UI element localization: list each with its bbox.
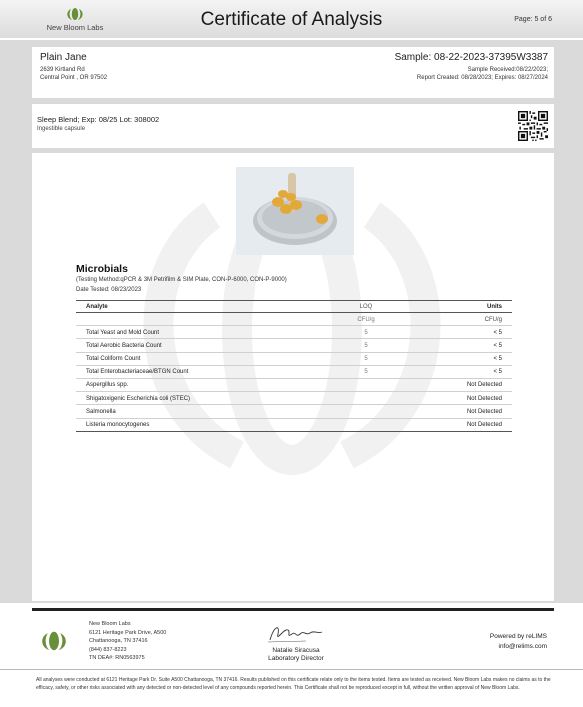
product-type: Ingestible capsule — [37, 126, 86, 132]
analyte-name: Aspergillus spp. — [86, 382, 129, 389]
qr-code-icon — [518, 111, 548, 141]
signer-name: Natalie Siracusa — [272, 647, 320, 654]
section-title: Microbials — [76, 263, 128, 275]
sample-id: Sample: 08-22-2023-37395W3387 — [394, 52, 548, 63]
microbials-table — [76, 300, 512, 432]
client-panel — [32, 47, 554, 98]
loq-unit: CFU/g — [357, 316, 375, 323]
powered-by: Powered by reLIMS — [489, 633, 547, 640]
column-header-units: Units — [487, 304, 502, 310]
report-created: Report Created: 08/28/2023; Expires: 08/27/2024 — [416, 75, 548, 81]
analyte-result: Not Detected — [466, 382, 502, 389]
disclaimer-text: All analyses were conducted at 6121 Heritage Park Dr. Suite A500 Chattanooga, TN 37416. Results published on this certificate relate only to the items tested. Items are tested as received. New Bloom Labs makes no claims as to the efficacy, safety, or other risks associated with any detected or non-detected level of any compounds reported herein. This Certificate shall not be reproduced except in full, without the written approval of New Bloom Labs. — [36, 677, 551, 691]
sample-received: Sample Received:08/22/2023; — [467, 67, 548, 73]
analyte-name: Shigatoxigenic Escherichia coli (STEC) — [86, 395, 191, 402]
sample-photo — [236, 167, 354, 255]
contact-email[interactable]: info@relims.com — [498, 643, 547, 650]
client-name: Plain Jane — [40, 52, 87, 63]
analyte-result: < 5 — [493, 356, 502, 363]
table-row — [76, 379, 512, 392]
product-panel — [32, 104, 554, 148]
analyte-loq: 5 — [364, 369, 368, 376]
analyte-name: Listeria monocytogenes — [86, 422, 150, 428]
client-address-line1: 2639 Kirtland Rd — [40, 67, 85, 73]
page-number: Page: 5 of 6 — [514, 16, 552, 23]
signature-image — [266, 622, 326, 646]
client-address-line2: Central Point , OR 97502 — [40, 75, 108, 81]
table-row — [76, 366, 512, 379]
brand-name: New Bloom Labs — [46, 23, 104, 32]
analyte-result: < 5 — [493, 329, 502, 336]
table-row — [76, 353, 512, 366]
analyte-result: < 5 — [493, 342, 502, 349]
analyte-name: Total Yeast and Mold Count — [86, 329, 160, 336]
page-header — [0, 0, 583, 38]
signer-role: Laboratory Director — [268, 655, 324, 662]
lab-city: Chattanooga, TN 37416 — [89, 638, 148, 644]
document-title: Certificate of Analysis — [200, 9, 383, 30]
lab-street: 6121 Heritage Park Drive, A500 — [89, 630, 167, 636]
table-row — [76, 405, 512, 418]
analyte-loq: 5 — [364, 329, 368, 336]
table-row — [76, 339, 512, 352]
column-header-analyte: Analyte — [86, 304, 108, 310]
result-unit: CFU/g — [484, 316, 502, 323]
product-name: Sleep Blend; Exp: 08/25 Lot: 308002 — [37, 115, 160, 124]
lab-phone: (844) 837-8223 — [89, 647, 127, 653]
footer-leaf-logo-icon — [37, 628, 71, 654]
column-header-loq: LOQ — [359, 304, 373, 310]
analyte-name: Total Aerobic Bacteria Count — [86, 342, 162, 349]
table-row — [76, 326, 512, 339]
testing-method: (Testing Method:qPCR & 3M Petrifilm & SIM Plate, CON-P-6000, CON-P-9000) — [76, 277, 287, 283]
main-panel — [32, 153, 554, 601]
table-row — [76, 419, 512, 432]
analyte-loq: 5 — [364, 356, 368, 363]
analyte-result: < 5 — [493, 369, 502, 376]
analyte-name: Total Coliform Count — [86, 356, 141, 363]
units-row — [76, 313, 512, 326]
lab-dea: TN DEA#: RN0563975 — [89, 655, 145, 661]
analyte-loq: 5 — [364, 342, 368, 349]
analyte-name: Total Enterobacteriaceae/BTGN Count — [86, 369, 189, 376]
disclaimer-divider — [0, 669, 583, 670]
footer-divider — [32, 608, 554, 611]
date-tested: Date Tested: 08/23/2023 — [76, 287, 142, 293]
analyte-result: Not Detected — [466, 422, 502, 428]
table-row — [76, 392, 512, 405]
table-header — [76, 300, 512, 313]
analyte-name: Salmonella — [86, 408, 116, 415]
analyte-result: Not Detected — [466, 395, 502, 402]
analyte-result: Not Detected — [466, 408, 502, 415]
lab-name: New Bloom Labs — [89, 621, 131, 627]
